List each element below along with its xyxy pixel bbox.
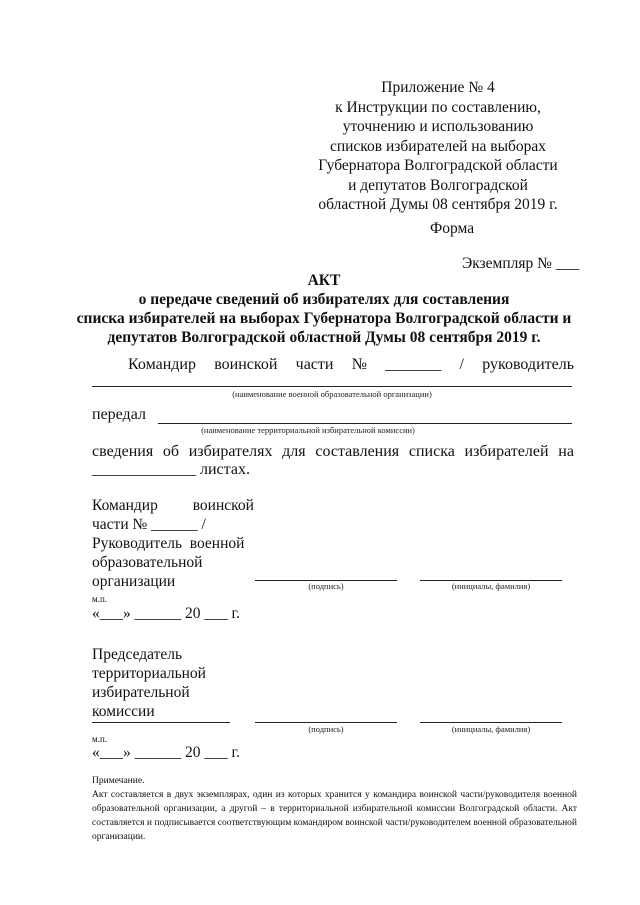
appendix-line: и депутатов Волгоградской <box>348 176 528 194</box>
stamp-label: м.п. <box>92 594 108 604</box>
sheets-line: _____________ листах. <box>92 461 250 478</box>
commission-name-line <box>158 423 572 424</box>
chairman-sign-block <box>92 645 252 721</box>
org-caption: (наименование военной образовательной организации) <box>232 389 432 399</box>
commander-row <box>128 356 574 374</box>
form-label: Форма <box>430 220 475 237</box>
sign-label-line: избирательной <box>92 684 190 701</box>
word: на <box>558 443 574 460</box>
word: для <box>282 443 306 460</box>
appendix-line: уточнению и использованию <box>342 118 534 135</box>
info-row <box>92 443 574 461</box>
word: руководитель <box>482 356 574 373</box>
date-line: «___» ______ 20 ___ г. <box>92 605 240 622</box>
initials-line <box>420 722 562 723</box>
note-heading: Примечание. <box>92 776 145 786</box>
word: списка <box>408 443 455 460</box>
appendix-block <box>300 78 576 215</box>
sign-label-line: части № ______ / <box>92 516 206 533</box>
word: Командир <box>128 356 196 373</box>
commander-sign-block <box>92 496 252 591</box>
signature-line <box>255 722 397 723</box>
transferred-label: передал <box>92 406 146 423</box>
word: № <box>351 356 367 373</box>
appendix-line: к Инструкции по составлению, <box>335 98 541 116</box>
appendix-line: списков избирателей на выборах <box>329 137 547 155</box>
act-title: АКТ <box>307 272 341 289</box>
initials-caption: (инициалы, фамилия) <box>451 581 531 591</box>
act-subtitle-line: списка избирателей на выборах Губернатора Волгоградской области и <box>76 310 572 327</box>
org-name-line <box>92 386 572 387</box>
date-line: «___» ______ 20 ___ г. <box>92 744 240 761</box>
sign-label-line: территориальной <box>92 665 206 682</box>
signature-caption: (подпись) <box>308 724 344 734</box>
word: воинской <box>214 356 278 373</box>
initials-caption: (инициалы, фамилия) <box>451 724 531 734</box>
word: сведения <box>92 443 154 460</box>
stamp-label: м.п. <box>92 734 108 744</box>
word: составления <box>315 443 400 460</box>
copy-number: Экземпляр № ___ <box>462 255 580 272</box>
commission-caption: (наименование территориальной избирательной комиссии) <box>201 425 415 435</box>
appendix-line: областной Думы 08 сентября 2019 г. <box>318 196 558 213</box>
sign-label-line: Командир воинской <box>92 497 254 514</box>
sign-label-line: Председатель <box>92 646 183 663</box>
note-text: Акт составляется в двух экземплярах, один из которых хранится у командира воинской части/руководителя военной образовательной организации, а другой – в территориальной избирательной комиссии Волгоградской области. Акт составляется и подписывается соответствующим командиром воинской части/руководителем военной образовательной организации. <box>92 790 577 842</box>
word: части <box>295 356 334 373</box>
sign-label-line: Руководитель военной <box>92 535 245 552</box>
act-subtitle-line: депутатов Волгоградской областной Думы 08 сентября 2019 г. <box>107 329 541 346</box>
chairman-name-line <box>92 722 230 723</box>
word: избирателях <box>188 443 273 460</box>
sign-label-line: комиссии <box>92 703 155 720</box>
sign-label-line: организации <box>92 573 176 590</box>
appendix-line: Губернатора Волгоградской области <box>318 157 558 174</box>
act-subtitle-line: о передаче сведений об избирателях для составления <box>138 291 510 308</box>
signature-caption: (подпись) <box>308 581 344 591</box>
word: об <box>162 443 180 460</box>
word: / <box>459 356 464 373</box>
sign-label-line: образовательной <box>92 554 203 571</box>
word: избирателей <box>464 443 549 460</box>
appendix-line: Приложение № 4 <box>381 79 495 96</box>
word: _______ <box>385 356 442 373</box>
